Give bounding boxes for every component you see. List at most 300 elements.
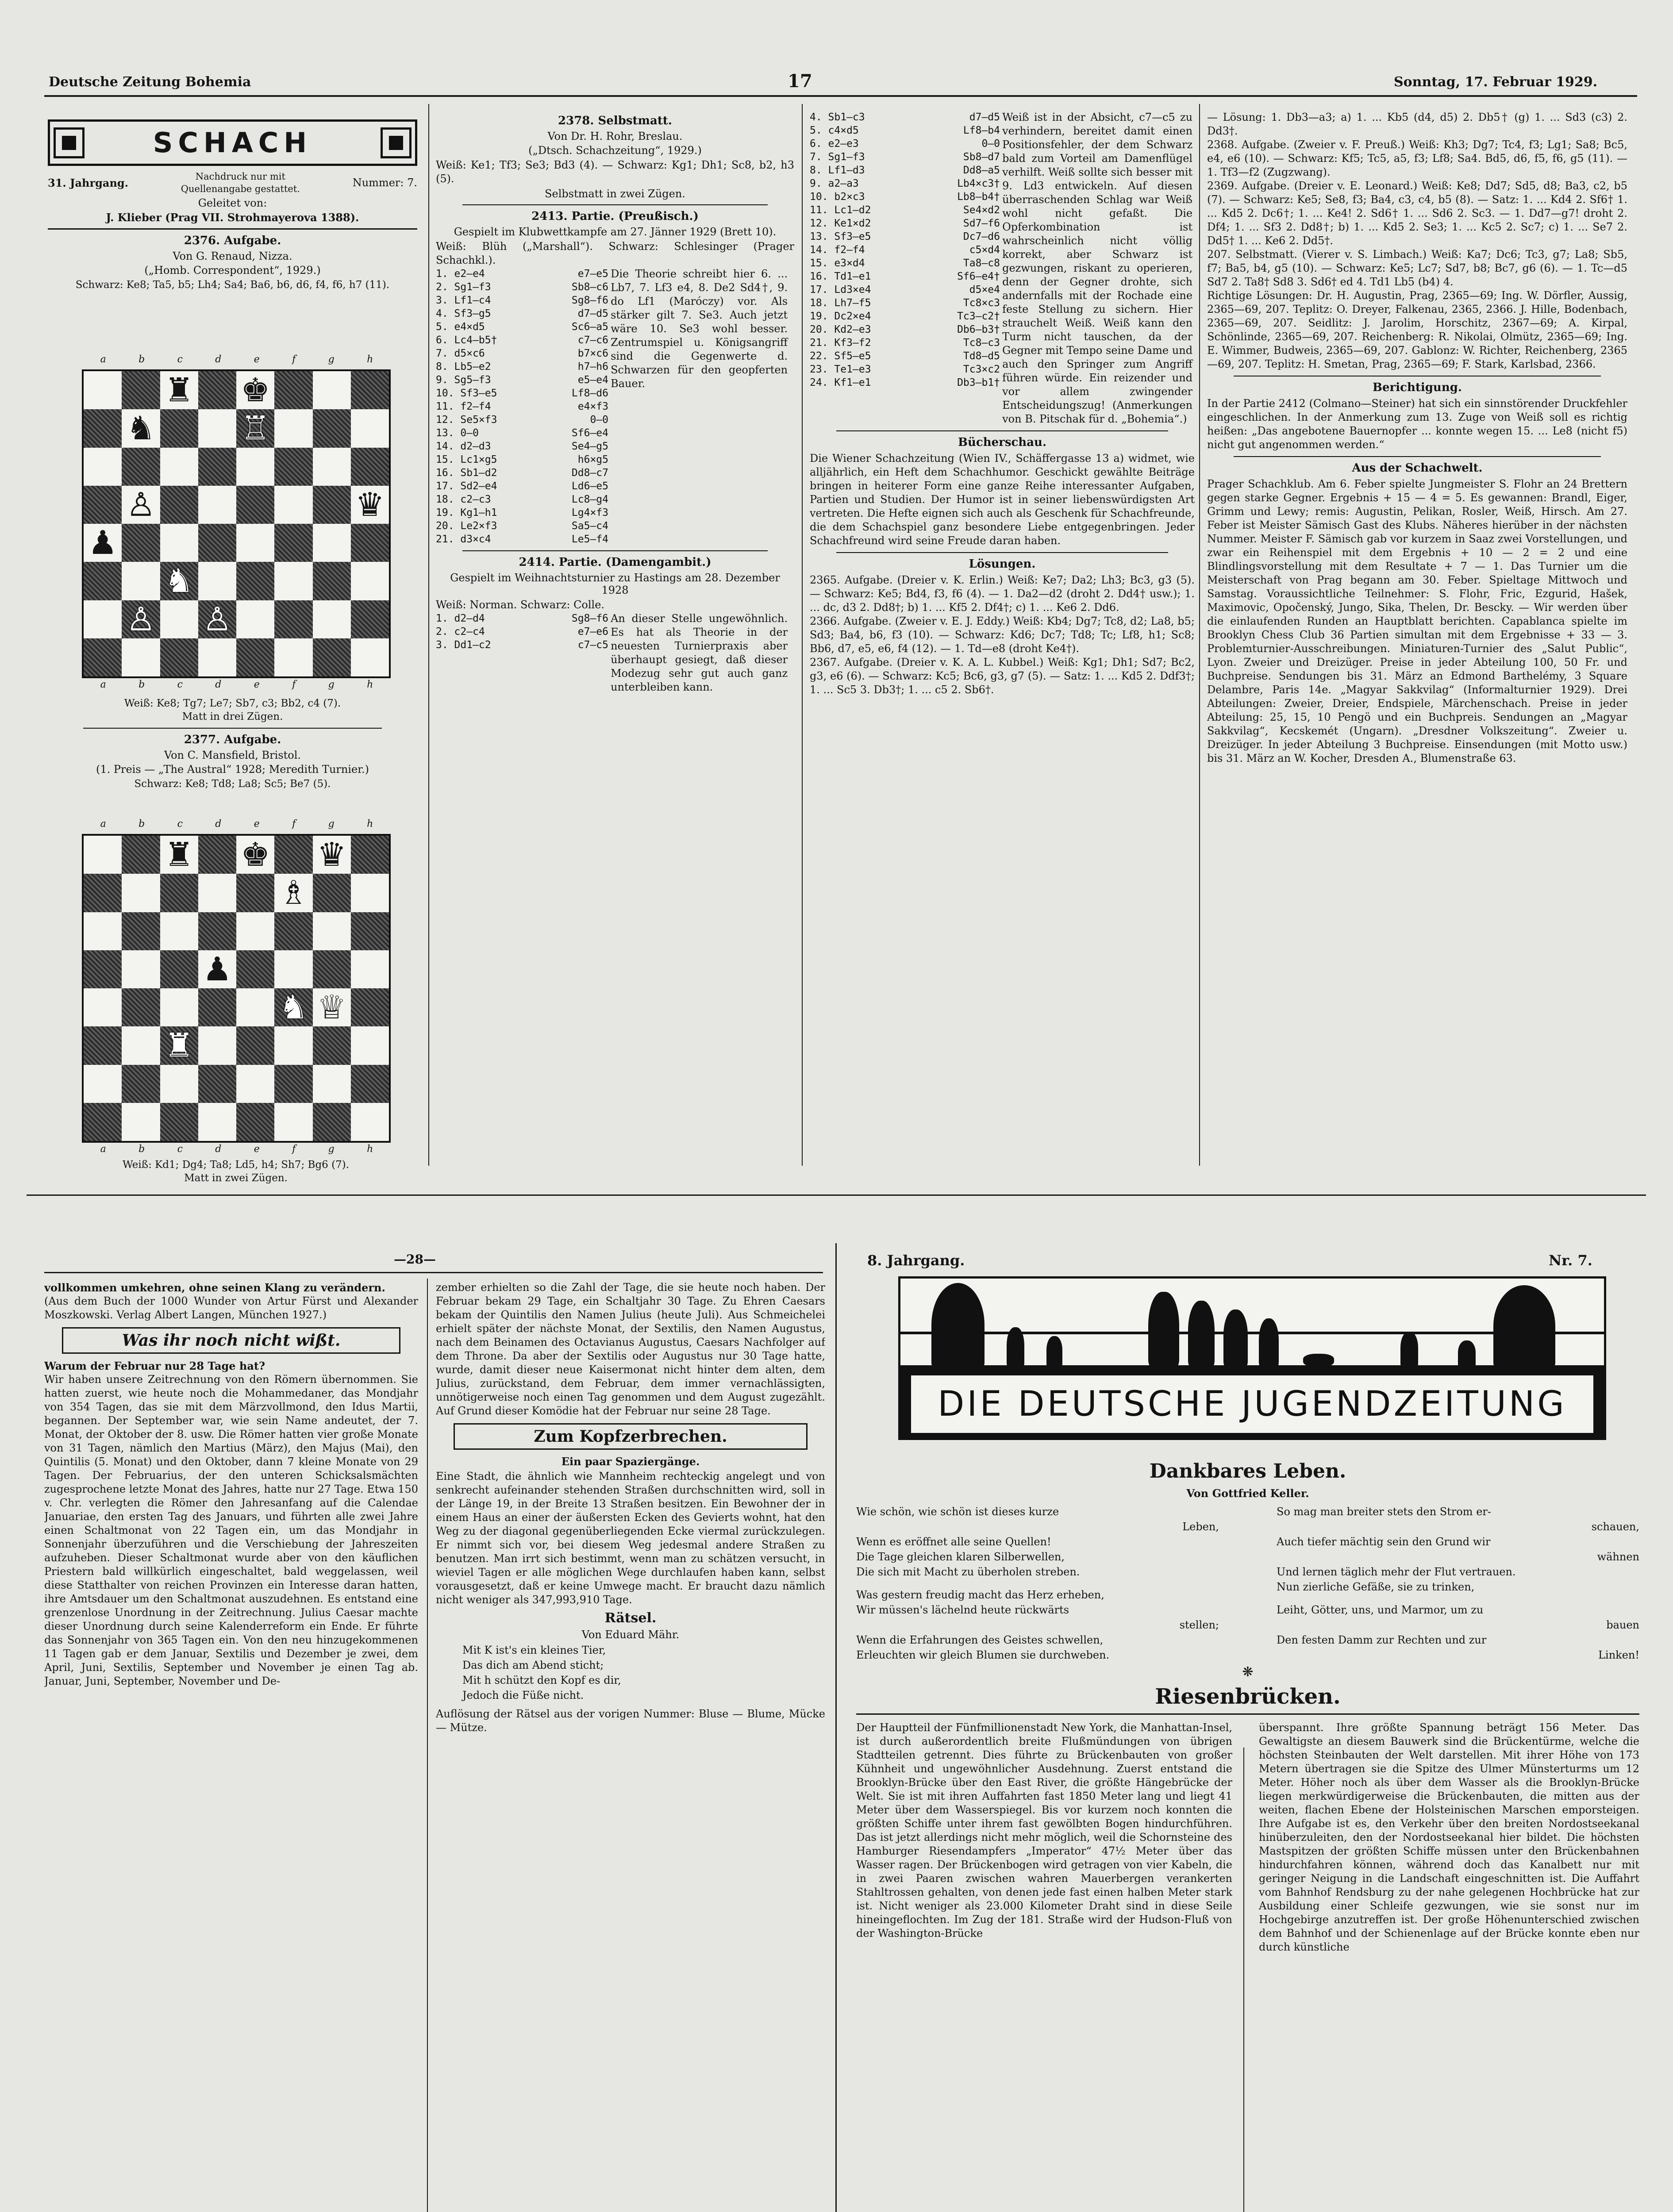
board-square: [122, 988, 160, 1026]
board-square: [122, 874, 160, 912]
move-row: 23. Te1—e3 Tc3×c2: [810, 364, 1000, 375]
partie-2413-moves: [436, 267, 608, 546]
board-square: [236, 524, 274, 562]
selbstmatt-goal: Selbstmatt in zwei Zügen.: [545, 188, 685, 200]
board-square: [84, 836, 122, 874]
board-square: [236, 1103, 274, 1141]
partie-2414-title: 2414. Partie. (Damengambit.): [519, 556, 712, 569]
berichtigung-title: Berichtigung.: [1373, 381, 1462, 394]
raetsel-author: Von Eduard Mähr.: [581, 1628, 680, 1641]
raetsel-verse: Mit K ist's ein kleines Tier, Das dich am Abend sticht; Mit h schützt den Kopf es dir, Jedoch die Füße nicht.: [462, 1644, 621, 1701]
partie-2414-info: Gespielt im Weihnachtsturnier zu Hastings am 28. Dezember 1928: [450, 572, 780, 596]
poem-line: Wie schön, wie schön ist dieses kurze: [856, 1505, 1059, 1518]
schach-meta-row: [48, 170, 417, 195]
kopfzerbrechen-title: Zum Kopfzerbrechen.: [454, 1423, 808, 1450]
board-square: [160, 836, 198, 874]
board1-files-top: a b c d e f g h: [100, 354, 373, 365]
schach-column-4: [1207, 111, 1627, 1181]
schach-column-2: [436, 111, 794, 1181]
board-square: [274, 486, 312, 524]
board-square: [351, 912, 389, 950]
board-square: [122, 371, 160, 409]
board-square: [313, 486, 351, 524]
problem-2376-black: Schwarz: Ke8; Ta5, b5; Lh4; Sa4; Ba6, b6, d6, f4, f6, h7 (11).: [75, 279, 390, 291]
chess-piece-icon: ♙: [202, 600, 232, 638]
board-square: [236, 600, 274, 638]
riesen-col-sep: [1243, 1747, 1244, 2212]
poem-line: Wenn die Erfahrungen des Geistes schwellen,: [856, 1634, 1104, 1646]
col-sep: [1199, 104, 1200, 1166]
partie-2414-note: An dieser Stelle ungewöhnlich. Es hat als Theorie in der neuesten Turnierpraxis aber überhaupt gesiegt, daß dieser Modezug sehr gut auch ganz unterbleiben kann.: [611, 612, 788, 693]
buecherschau-title: Bücherschau.: [958, 436, 1047, 449]
board1-files-bottom: a b c d e f g h: [100, 679, 373, 690]
loesung-top: — Lösung: 1. Db3—a3; a) 1. ... Kb5 (d4, d5) 2. Db5† (g) 1. ... Sd3 (c3) 2. Dd3†.: [1207, 111, 1627, 137]
move-row: 3. Lf1—c4 Sg8—f6: [436, 295, 608, 306]
move-row: 20. Le2×f3 Sa5—c4: [436, 520, 608, 532]
board-square: [313, 950, 351, 988]
move-row: 19. Kg1—h1 Lg4×f3: [436, 507, 608, 518]
board-square: [274, 448, 312, 486]
board-square: [198, 524, 236, 562]
board2-files-bottom: a b c d e f g h: [100, 1144, 373, 1155]
board-square: [122, 950, 160, 988]
chess-piece-icon: ♞: [126, 409, 156, 448]
copyright-note: Nachdruck nur mit Quellenangabe gestattet.: [181, 171, 300, 194]
board-square: [160, 638, 198, 676]
move-row: 15. Lc1×g5 h6×g5: [436, 454, 608, 465]
board-square: [236, 874, 274, 912]
board-square: [122, 409, 160, 447]
move-row: 10. Sf3—e5 Lf8—d6: [436, 388, 608, 399]
jugendzeitung-masthead: [898, 1276, 1606, 1440]
board-square: [313, 1026, 351, 1064]
jugend-nummer: Nr. 7.: [1549, 1252, 1592, 1269]
poem-line-continuation: wähnen: [1597, 1551, 1639, 1563]
board-square: [198, 836, 236, 874]
poem-line-continuation: schauen,: [1591, 1521, 1639, 1533]
loesung-207: 207. Selbstmatt. (Vierer v. S. Limbach.) Weiß: Ka7; Dc6; Tc3, g7; La8; Sb5, f7; Ba5, b4, g5 (10). — Schwarz: Ke5; Lc7; Sd7, b8; Bc7, g6 (6). — 1. Tc—d5 Sd7 2. Ta8† Sd8 3. Sd6† ed 4. Td1 Lb5 (b4) 4.: [1207, 248, 1627, 288]
board-square: [160, 1103, 198, 1141]
nummer: Nummer: 7.: [352, 177, 417, 189]
board-square: [351, 409, 389, 447]
board-square: [351, 1103, 389, 1141]
problem-2377-source: (1. Preis — „The Austral“ 1928; Meredith Turnier.): [96, 763, 369, 776]
move-row: 16. Td1—e1 Sf6—e4†: [810, 271, 1000, 282]
masthead-right: Sonntag, 17. Februar 1929.: [1394, 74, 1598, 90]
move-row: 22. Sf5—e5 Td8—d5: [810, 350, 1000, 362]
poem-line: Die sich mit Macht zu überholen streben.: [856, 1566, 1080, 1578]
board-square: [122, 448, 160, 486]
board-square: [84, 486, 122, 524]
poem-line: Leiht, Götter, uns, und Marmor, um zu: [1277, 1604, 1484, 1616]
problem-2377-black: Schwarz: Ke8; Td8; La8; Sc5; Be7 (5).: [134, 778, 331, 790]
board-square: [274, 912, 312, 950]
divider: [48, 228, 417, 230]
move-row: 1. e2—e4 e7—e5: [436, 268, 608, 280]
loesung-2366: 2366. Aufgabe. (Zweier v. E. J. Eddy.) Weiß: Kb4; Dg7; Tc8, d2; La8, b5; Sd3; Ba4, b6, f3 (10). — Schwarz: Kd6; Dc7; Td8; Tc; Lf8, h1; Sc8; Bb6, d7, e5, e6, f4 (12). — 1. Td—e8 (droht Ke4†).: [810, 615, 1195, 655]
spaziergaenge-subtitle: Ein paar Spaziergänge.: [561, 1455, 700, 1468]
poem-line-continuation: Leben,: [1182, 1521, 1219, 1533]
board-logo-icon: [54, 127, 85, 158]
board-square: [84, 988, 122, 1026]
board-square: [313, 600, 351, 638]
board-square: [236, 371, 274, 409]
board-square: [122, 912, 160, 950]
move-row: 10. b2×c3 Lb8—b4†: [810, 191, 1000, 203]
poem-line: Auch tiefer mächtig sein den Grund wir: [1277, 1536, 1491, 1548]
lower-left-col2: [436, 1281, 825, 2212]
chess-piece-icon: ♟: [202, 950, 232, 988]
board-square: [313, 371, 351, 409]
loesungen-title: Lösungen.: [969, 557, 1036, 571]
problem-2377-goal: Matt in zwei Zügen.: [184, 1172, 288, 1184]
chess-piece-icon: ♟: [88, 524, 118, 562]
schach-header-box: [48, 119, 417, 166]
move-row: 12. Ke1×d2 Sd7—f6: [810, 218, 1000, 229]
board-square: [122, 486, 160, 524]
board-square: [198, 988, 236, 1026]
board-square: [236, 836, 274, 874]
board-square: [274, 600, 312, 638]
chess-piece-icon: ♜: [164, 836, 194, 874]
partie-2413-title: 2413. Partie. (Preußisch.): [531, 210, 699, 223]
februar-text: Wir haben unsere Zeitrechnung von den Römern übernommen. Sie hatten zuerst, wie heute noch die Mohammedaner, das Mondjahr von 354 Tagen, das sie mit dem Märzvollmond, den Idus Martii, begannen. Der September war, wie sein Name andeutet, der 7. Monat, der Oktober der 8. usw. Die Römer hatten vier große Monate von 31 Tagen, nämlich den Martius (März), den Majus (Mai), den Quintilis (5. Monat) und den Oktober, dann 7 kleine Monate von 29 Tagen. Der Februarius, der den unteren Schicksalsmächten zugesprochene letzte Monat des Jahres, hatte nur 27 Tage. Etwa 150 v. Chr. verlegten die Römer den Jahresanfang auf die Calendae Januariae, den ersten Tag des Januars, und führten alle zwei Jahre einen Schaltmonat von 22 Tagen ein, um das Mondjahr in Sonnenjahr überzuführen und die Verschiebung der Jahreszeiten aufzuheben. Dieser Schaltmonat wurde aber von den käuflichen Priestern bald willkürlich eingeschaltet, bald weggelassen, weil diese Statthalter von reichen Provinzen ein Interesse daran hatten, ihre Amtsdauer um den Schaltmonat auszudehnen. Es entstand eine grenzenlose Unordnung in der Zeitrechnung. Julius Caesar machte dieser Unordnung durch seine Kalenderreform ein Ende. Er führte das Sonnenjahr von 365 Tagen ein. Von den neu hinzugekommenen 11 Tagen gab er dem Januar, Sextilis und Dezember je zwei, dem April, Juni, Sextilis, September und November je einen Tag ab. Januar, Juni, September, November und De-: [44, 1373, 418, 1687]
board-square: [160, 448, 198, 486]
poem-line-continuation: stellen;: [1179, 1619, 1219, 1631]
board-square: [198, 448, 236, 486]
board-square: [313, 988, 351, 1026]
col-sep: [802, 104, 803, 1166]
chess-piece-icon: ♞: [279, 988, 308, 1027]
move-row: 13. Sf3—e5 Dc7—d6: [810, 231, 1000, 242]
board-square: [274, 1026, 312, 1064]
board-square: [122, 1026, 160, 1064]
chess-piece-icon: ♞: [164, 562, 194, 600]
board-square: [84, 524, 122, 562]
board-square: [160, 912, 198, 950]
board-square: [351, 836, 389, 874]
board-square: [122, 524, 160, 562]
book-source: (Aus dem Buch der 1000 Wunder von Artur Fürst und Alexander Moszkowski. Verlag Albert Langen, München 1927.): [44, 1295, 418, 1321]
board-square: [274, 874, 312, 912]
loesung-2367: 2367. Aufgabe. (Dreier v. K. A. L. Kubbel.) Weiß: Kg1; Dh1; Sd7; Bc2, g3, e6 (6). — Schwarz: Kc5; Bc6, g3, g7 (5). — Satz: 1. ... Kd5 2. Ddf3†; 1. ... Sc5 3. Db3†; 1. ... c5 2. Sb6†.: [810, 656, 1195, 696]
chess-piece-icon: ♜: [164, 371, 194, 410]
selbstmatt-position: Weiß: Ke1; Tf3; Se3; Bd3 (4). — Schwarz: Kg1; Dh1; Sc8, b2, h3 (5).: [436, 159, 794, 185]
board-square: [236, 638, 274, 676]
board-square: [313, 562, 351, 600]
fold-rule: [27, 1194, 1646, 1196]
board-square: [351, 524, 389, 562]
board-square: [351, 988, 389, 1026]
chess-piece-icon: ♖: [240, 409, 270, 448]
poem-line: Nun zierliche Gefäße, sie zu trinken,: [1277, 1581, 1475, 1593]
was-ihr-noch-nicht-wisst-title: Was ihr noch nicht wißt.: [62, 1327, 400, 1354]
board-square: [122, 638, 160, 676]
problem-2376-white: Weiß: Ke8; Tg7; Le7; Sb7, c3; Bb2, c4 (7).: [124, 698, 341, 709]
move-row: 3. Dd1—c2 c7—c5: [436, 639, 608, 651]
poem-line-continuation: Linken!: [1598, 1649, 1639, 1661]
februar-text-continued: zember erhielten so die Zahl der Tage, die sie heute noch haben. Der Februar bekam 29 Tage, ein Schaltjahr 30 Tage. Zu Ehren Caesars bekam der Quintilis den Namen Julius (heute Juli). Aus Schmeichelei erhielt später der nächste Monat, der Sextilis, den Namen Augustus, nach dem Beinamen des Octavianus Augustus, Caesars Nachfolger auf dem Throne. Da aber der Sextilis oder Augustus nur 30 Tage hatte, wurde, damit dieser neue Kaisermonat nicht hinter dem alten, dem Julius, zurückstand, dem Februar, dem immer vernachlässigten, unnötigerweise noch einen Tag genommen und dem August zugezählt. Auf Grund dieser Komödie hat der Februar nur seine 28 Tage.: [436, 1281, 825, 1417]
selbstmatt-title: 2378. Selbstmatt.: [558, 114, 672, 127]
move-row: 21. d3×c4 Le5—f4: [436, 534, 608, 545]
partie-2413-notes: Die Theorie schreibt hier 6. ... Lb7, 7. Lf3 e4, 8. De2 Sd4†, 9. do Lf1 (Maróczy) vor. Als stärker gilt 7. Se3. Auch jetzt wäre 10. Se3 wohl besser. Zentrumspiel u. Königsangriff sind die Gegenwerte d. Schwarzen für den geopferten Bauer.: [611, 268, 788, 390]
move-row: 4. Sb1—c3 d7—d5: [810, 111, 1000, 123]
move-row: 14. f2—f4 c5×d4: [810, 244, 1000, 256]
ornament-star-icon: ❋: [1242, 1664, 1254, 1680]
poem-author: Von Gottfried Keller.: [1186, 1487, 1309, 1500]
board-square: [274, 950, 312, 988]
riesenbruecken-title: Riesenbrücken.: [1155, 1684, 1341, 1709]
board-square: [236, 1026, 274, 1064]
partie-2414-moves-continued: [810, 111, 1000, 389]
page-number: 17: [788, 71, 812, 92]
raetsel-title: Rätsel.: [604, 1610, 657, 1626]
board-square: [236, 950, 274, 988]
chess-piece-icon: ♛: [317, 836, 346, 874]
board-square: [274, 836, 312, 874]
partie-2413-players: Weiß: Blüh („Marshall“). Schwarz: Schlesinger (Prager Schachkl.).: [436, 240, 794, 266]
jugendzeitung-title: DIE DEUTSCHE JUGENDZEITUNG: [909, 1374, 1595, 1435]
board-square: [236, 1065, 274, 1103]
chess-piece-icon: ♙: [126, 600, 156, 638]
chess-diagram-2377: [82, 834, 391, 1143]
poem-line: Was gestern freudig macht das Herz erheben,: [856, 1589, 1104, 1601]
move-row: 21. Kf3—f2 Tc8—c3: [810, 337, 1000, 349]
center-gutter: [835, 1243, 837, 2212]
move-row: 2. Sg1—f3 Sb8—c6: [436, 281, 608, 293]
richtige-loesungen: Richtige Lösungen: Dr. H. Augustin, Prag, 2365—69; Ing. W. Dörfler, Aussig, 2365—69, 207. Teplitz: O. Dreyer, Falkenau, 2365, 2366. J. Hille, Bodenbach, 2365—69, 207. Seidlitz: J. Jarolim, Horschitz, 2367—69; A. Kirpal, Schönlinde, 2365—69, 207. Reichenberg: R. Nikolai, Olmütz, 2365—69; Ing. E. Wimmer, Budweis, 2365—69, 207. Gablonz: W. Richter, Reichenberg, 2365—69, 207. Teplitz: H. Smetan, Prag, 2365—69; F. Stark, Karlsbad, 2366.: [1207, 289, 1627, 370]
board-square: [313, 638, 351, 676]
board-square: [84, 562, 122, 600]
jahrgang: 31. Jahrgang.: [48, 176, 129, 189]
raetsel-aufloesung: Auflösung der Rätsel aus der vorigen Nummer: Bluse — Blume, Mücke — Mütze.: [436, 1708, 825, 1734]
chess-piece-icon: ♙: [126, 485, 156, 524]
riesenbruecken-col1: Der Hauptteil der Fünfmillionenstadt New York, die Manhattan-Insel, ist durch außerordentlich breite Flußmündungen von übrigen Stadtteilen getrennt. Dies führte zu Brückenbauten von großer Kühnheit und ungewöhnlicher Ausdehnung. Zuerst entstand die Brooklyn-Brücke über den East River, die größte Hängebrücke der Welt. Sie ist mit ihren Auffahrten fast 1850 Meter lang und liegt 41 Meter über dem Wasserspiegel. Bis vor kurzem noch konnten die größten Schiffe unter ihrem fast gewölbten Bogen hindurchführen. Das ist jetzt allerdings nicht mehr möglich, weil die Schornsteine des Hamburger Riesendampfers „Imperator“ 47½ Meter über das Wasser ragen. Der Brückenbogen wird getragen von vier Kabeln, die in zwei Paaren zwischen wahren Mauerbergen verankerten Stahltrossen gehalten, von denen jede fast einen halben Meter stark ist. Nicht weniger als 23.000 Kilometer Draht sind in diese Seile hineingeflochten. Im Zug der 181. Straße wird der Hudson-Fluß von der Washington-Brücke: [856, 1721, 1232, 1939]
partie-2413-info: Gespielt im Klubwettkampfe am 27. Jänner 1929 (Brett 10).: [454, 226, 777, 238]
board-square: [274, 371, 312, 409]
selbstmatt-source: („Dtsch. Schachzeitung“, 1929.): [528, 144, 702, 157]
board-square: [84, 912, 122, 950]
move-row: 5. e4×d5 Sc6—a5: [436, 321, 608, 333]
move-row: 7. Sg1—f3 Sb8—d7: [810, 151, 1000, 163]
board-square: [313, 448, 351, 486]
problem-2376-title: 2376. Aufgabe.: [184, 234, 281, 247]
board-square: [160, 524, 198, 562]
move-row: 6. e2—e3 0—0: [810, 138, 1000, 150]
lower-right-content: [856, 1455, 1639, 2212]
move-row: 11. Lc1—d2 Se4×d2: [810, 204, 1000, 216]
poem-right-column: [1277, 1504, 1639, 1663]
board-square: [313, 912, 351, 950]
board-square: [236, 988, 274, 1026]
move-row: 4. Sf3—g5 d7—d5: [436, 308, 608, 319]
board-square: [236, 912, 274, 950]
move-row: 9. Sg5—f3 e5—e4: [436, 374, 608, 386]
board-square: [351, 1065, 389, 1103]
board-square: [236, 448, 274, 486]
leitung: Geleitet von:: [198, 197, 267, 209]
chess-piece-icon: ♗: [279, 874, 308, 912]
problem-2376-author: Von G. Renaud, Nizza.: [173, 250, 292, 262]
move-row: 14. d2—d3 Se4—g5: [436, 441, 608, 452]
board-square: [160, 1065, 198, 1103]
board-square: [351, 562, 389, 600]
move-row: 24. Kf1—e1 Db3—b1†: [810, 377, 1000, 388]
board-square: [122, 836, 160, 874]
board-square: [236, 409, 274, 447]
board-square: [198, 371, 236, 409]
board-square: [198, 1065, 236, 1103]
board-square: [198, 874, 236, 912]
move-row: 6. Lc4—b5† c7—c6: [436, 334, 608, 346]
chess-diagram-2376: [82, 369, 391, 678]
board-square: [84, 1065, 122, 1103]
lower-col-sep: [427, 1279, 428, 2212]
board-square: [351, 638, 389, 676]
silhouette-scene-icon: [900, 1279, 1604, 1367]
problem-2376-goal: Matt in drei Zügen.: [182, 711, 283, 722]
poem-line: Den festen Damm zur Rechten und zur: [1277, 1634, 1487, 1646]
move-row: 20. Kd2—e3 Db6—b3†: [810, 324, 1000, 335]
board-square: [351, 950, 389, 988]
board-square: [274, 638, 312, 676]
board-square: [84, 950, 122, 988]
loesung-2368: 2368. Aufgabe. (Zweier v. F. Preuß.) Weiß: Kh3; Dg7; Tc4, f3; Lg1; Sa8; Bc5, e4, e6 (10). — Schwarz: Kf5; Tc5, a5, f3; Lf8; Sa4. Bd5, d6, f5, f6, g5 (11). — 1. Tf3—f2 (Zugzwang).: [1207, 138, 1627, 178]
schach-column-3: [810, 111, 1195, 1181]
chess-piece-icon: ♚: [240, 371, 270, 410]
board-square: [236, 562, 274, 600]
board-square: [313, 836, 351, 874]
board-square: [313, 409, 351, 447]
board-square: [313, 1103, 351, 1141]
selbstmatt-author: Von Dr. H. Rohr, Breslau.: [547, 130, 683, 142]
lower-left-col1: [44, 1281, 418, 2212]
loesung-2365: 2365. Aufgabe. (Dreier v. K. Erlin.) Weiß: Ke7; Da2; Lh3; Bc3, g3 (5). — Schwarz: Ke5; Bd4, f3, f6 (4). — 1. Da2—d2 (droht 2. Dd4† usw.); 1. ... dc, d3 2. Dd8†; b) 1. ... Kf5 2. Df4†; c) 1. ... Ke6 2. Dd6.: [810, 574, 1195, 614]
februar-question: Warum der Februar nur 28 Tage hat?: [44, 1359, 265, 1372]
board-square: [198, 486, 236, 524]
poem-title: Dankbares Leben.: [1149, 1460, 1346, 1482]
poem-line: Die Tage gleichen klaren Silberwellen,: [856, 1551, 1065, 1563]
board-square: [160, 950, 198, 988]
move-row: 12. Se5×f3 0—0: [436, 414, 608, 426]
board-square: [122, 1103, 160, 1141]
chess-piece-icon: ♕: [317, 988, 346, 1027]
move-row: 5. c4×d5 Lf8—b4: [810, 125, 1000, 136]
board-square: [160, 371, 198, 409]
move-row: 19. Dc2×e4 Tc3—c2†: [810, 311, 1000, 322]
board-square: [313, 1065, 351, 1103]
schach-title: SCHACH: [153, 127, 312, 159]
masthead-left: Deutsche Zeitung Bohemia: [49, 74, 251, 90]
board-square: [236, 486, 274, 524]
schachwelt-title: Aus der Schachwelt.: [1352, 461, 1483, 475]
board-square: [84, 874, 122, 912]
board-square: [84, 448, 122, 486]
move-row: 18. c2—c3 Lc8—g4: [436, 494, 608, 505]
board-square: [160, 1026, 198, 1064]
leiter: J. Klieber (Prag VII. Strohmayerova 1388).: [106, 211, 359, 224]
intro-line: vollkommen umkehren, ohne seinen Klang zu verändern.: [44, 1281, 385, 1294]
chess-piece-icon: ♛: [355, 485, 385, 524]
board-square: [160, 988, 198, 1026]
problem-2377-white: Weiß: Kd1; Dg4; Ta8; Ld5, h4; Sh7; Bg6 (7).: [122, 1159, 350, 1171]
board-square: [198, 950, 236, 988]
board-logo-icon: [381, 127, 412, 158]
schachwelt-text: Prager Schachklub. Am 6. Feber spielte Jungmeister S. Flohr an 24 Brettern gegen starke Gegner. Ergebnis + 15 — 4 = 5. Es gewannen: Brandl, Eiger, Grimm und Lewy; remis: Augustin, Pelikan, Rosler, Weiß, Hirsch. Am 27. Feber ist Meister Sämisch Gast des Klubs. Näheres hierüber in der nächsten Nummer. Meister F. Sämisch gab vor kurzem in Saaz zwei Vorstellungen, und zwar ein Reihenspiel mit dem Ergebnis + 10 — 2 = 2 und eine Blindlingsvorstellung mit dem Resultate + 7 — 1. Das Turnier um die Meisterschaft von Prag begann am 30. Feber. Spieltage Mittwoch und Samstag. Voraussichtliche Teilnehmer: S. Flohr, Fric, Ezgurid, Hašek, Maximovic, Opočenský, Jungo, Sika, Thelen, Dr. Bescky. — Wir werden über die einlaufenden Runden an Hauptblatt berichten. Capablanca spielte im Brooklyn Chess Club 36 Partien simultan mit dem Ergebnisse + 33 — 3. Problemturnier-Ausschreibungen. Miniaturen-Turnier des „Salut Public“, Lyon. Zweier und Dreizüger. Preise in jeder Abteilung 100, 50 Fr. und Buchpreise. Sendungen bis 31. März an Edmond Barthelémy, 3 Square Delambre, Paris 14e. „Magyar Sakkvilag“ (Informalturnier 1929). Drei Abteilungen: Zweier, Dreier, Endspiele, Märchenschach. Preise in jeder Abteilung: 25, 15, 10 Pengö und ein Buchpreis. Sendungen an „Magyar Sakkvilag“, Kecskemét (Ungarn). „Dresdner Volkszeitung“. Zweier u. Dreizüger. In jeder Abteilung 3 Buchpreise. Einsendungen (mit Motto usw.) bis 31. März an W. Kocher, Dresden A., Blumenstraße 63.: [1207, 478, 1627, 764]
board-square: [198, 912, 236, 950]
board-square: [351, 874, 389, 912]
poem-line: Wenn es eröffnet alle seine Quellen!: [856, 1536, 1051, 1548]
riesenbruecken-columns: [856, 1721, 1639, 1954]
board-square: [351, 486, 389, 524]
move-row: 16. Sb1—d2 Dd8—c7: [436, 467, 608, 479]
partie-2414-players: Weiß: Norman. Schwarz: Colle.: [436, 599, 605, 611]
chess-piece-icon: ♚: [240, 836, 270, 874]
board-square: [351, 1026, 389, 1064]
move-row: 2. c2—c4 e7—e6: [436, 626, 608, 637]
riesenbruecken-col2: überspannt. Ihre größte Spannung beträgt 156 Meter. Das Gewaltigste an diesem Bauwerk sind die Brückentürme, welche die höchsten Steinbauten der Welt darstellen. Mit ihrer Höhe von 173 Metern übertragen sie die Spitze des Ulmer Münsterturms um 12 Meter. Höher noch als über dem Wasser als die Brooklyn-Brücke liegen merkwürdigerweise die Brückenbauten, die mitten aus der weiten, flachen Ebene der Holsteinischen Marschen emporsteigen. Ihre Aufgabe ist es, den Verkehr über den breiten Nordostseekanal hinüberzuleiten, den der Nordostseekanal hier bildet. Die höchsten Mastspitzen der größten Schiffe müssen unter den Brückenbahnen hindurchfahren können, während doch das Kanalbett nur mit geringer Neigung in die Landschaft eingeschnitten ist. Die Auffahrt vom Bahnhof Rendsburg zu der nahe gelegenen Hochbrücke hat zur Ausbildung einer Schleife gezwungen, wie sie sonst nur im Hochgebirge anzutreffen ist. Der große Höhenunterschied zwischen dem Bahnhof und der Schienenlage auf der Brücke konnte eben nur durch künstliche: [1259, 1721, 1639, 1953]
board-square: [84, 409, 122, 447]
board-square: [160, 486, 198, 524]
chess-piece-icon: ♜: [164, 1026, 194, 1065]
board-square: [351, 600, 389, 638]
move-row: 1. d2—d4 Sg8—f6: [436, 613, 608, 624]
board-square: [84, 600, 122, 638]
board-square: [274, 1103, 312, 1141]
move-row: 17. Sd2—e4 Ld6—e5: [436, 480, 608, 492]
board-square: [122, 562, 160, 600]
problem-2377-solution-line: [48, 1158, 424, 1189]
board-square: [122, 1065, 160, 1103]
move-row: 13. 0—0 Sf6—e4: [436, 427, 608, 439]
board-square: [160, 409, 198, 447]
board-square: [351, 371, 389, 409]
board-square: [160, 874, 198, 912]
board-square: [198, 562, 236, 600]
board-square: [84, 371, 122, 409]
poem-line: Erleuchten wir gleich Blumen sie durchweben.: [856, 1649, 1110, 1661]
partie-2414-moves: [436, 612, 608, 652]
board-square: [84, 638, 122, 676]
header-rule: [44, 95, 1637, 97]
berichtigung-text: In der Partie 2412 (Colmano—Steiner) hat sich ein sinnstörender Druckfehler eingeschlichen. In der Anmerkung zum 13. Zuge von Weiß soll es richtig heißen: „Das angebotene Bauernopfer ... konnte wegen 15. ... Le8 (nicht f5) nicht gut angenommen werden.“: [1207, 397, 1627, 451]
move-row: 11. f2—f4 e4×f3: [436, 401, 608, 412]
problem-2376-source: („Homb. Correspondent“, 1929.): [144, 264, 321, 276]
board-square: [313, 874, 351, 912]
board-square: [198, 409, 236, 447]
board-square: [122, 600, 160, 638]
board-square: [160, 600, 198, 638]
problem-2377-title: 2377. Aufgabe.: [184, 733, 281, 746]
problem-2377-author: Von C. Mansfield, Bristol.: [164, 749, 301, 761]
board-square: [274, 1065, 312, 1103]
move-row: 8. Lb5—e2 h7—h6: [436, 361, 608, 373]
board-square: [274, 524, 312, 562]
poem-line: Wir müssen's lächelnd heute rückwärts: [856, 1604, 1069, 1616]
spaziergaenge-text: Eine Stadt, die ähnlich wie Mannheim rechteckig angelegt und von senkrecht aufeinander stehenden Straßen durchschnitten wird, soll in der Länge 19, in der Breite 13 Straßen besitzen. Ein Bewohner der in einem Haus an einer der äußersten Ecken des Gevierts wohnt, hat den Weg zu der diagonal gegenüberliegenden Ecke viermal zurückzulegen. Er nimmt sich vor, bei diesem Weg jedesmal andere Straßen zu benutzen. Man irrt sich bestimmt, wenn man zu schätzen versucht, in wieviel Tagen er alle möglichen Wege durchlaufen haben kann, selbst vorausgesetzt, daß er keine Umwege macht. Er braucht dazu nämlich nicht weniger als 347,993,910 Tage.: [436, 1470, 825, 1606]
board2-files-top: a b c d e f g h: [100, 818, 373, 830]
buecherschau-text: Die Wiener Schachzeitung (Wien IV., Schäffergasse 13 a) widmet, wie alljährlich, ein Heft dem Schachhumor. Geschickt gewählte Beiträge bringen in heiterer Form eine ganze Reihe interessanter Aufgaben, Partien und Studien. Der Humor ist in seiner liebenswürdigsten Art vertreten. Die Hefte eignen sich auch als Geschenk für Schachfreunde, die dem Schachspiel ganz besondere Liebe entgegenbringen. Jeder Schachfreund wird seine Freude daran haben.: [810, 452, 1195, 547]
board-square: [274, 562, 312, 600]
move-row: 15. e3×d4 Ta8—c8: [810, 257, 1000, 269]
move-row: 17. Ld3×e4 d5×e4: [810, 284, 1000, 296]
jugend-jahrgang: 8. Jahrgang.: [867, 1252, 965, 1269]
poem-body: [856, 1504, 1639, 1663]
poem-line: Und lernen täglich mehr der Flut vertrauen.: [1277, 1566, 1516, 1578]
loesung-2369: 2369. Aufgabe. (Dreier v. E. Leonard.) Weiß: Ke8; Dd7; Sd5, d8; Ba3, c2, b5 (7). — Schwarz: Ke5; Se8, f3; Ba4, c3, c4, b5 (8). — Satz: 1. ... Kd4 2. Sf6† 1. ... Kd5 2. Dc6†; 1. ... Ke4! 2. Sd6† 1. ... Sd6 2. Sc3. — 1. Dd7—g7! droht 2. Df4; 1. ... Sf3 2. Dd8†; b) 1. ... Kd5 2. Se3; 1. ... Kc5 2. Sc7; c) 1. ... Se7 2. Dd5† 1. ... Ke6 2. Dd5†.: [1207, 180, 1627, 247]
poem-left-column: [856, 1504, 1219, 1663]
board-square: [274, 409, 312, 447]
